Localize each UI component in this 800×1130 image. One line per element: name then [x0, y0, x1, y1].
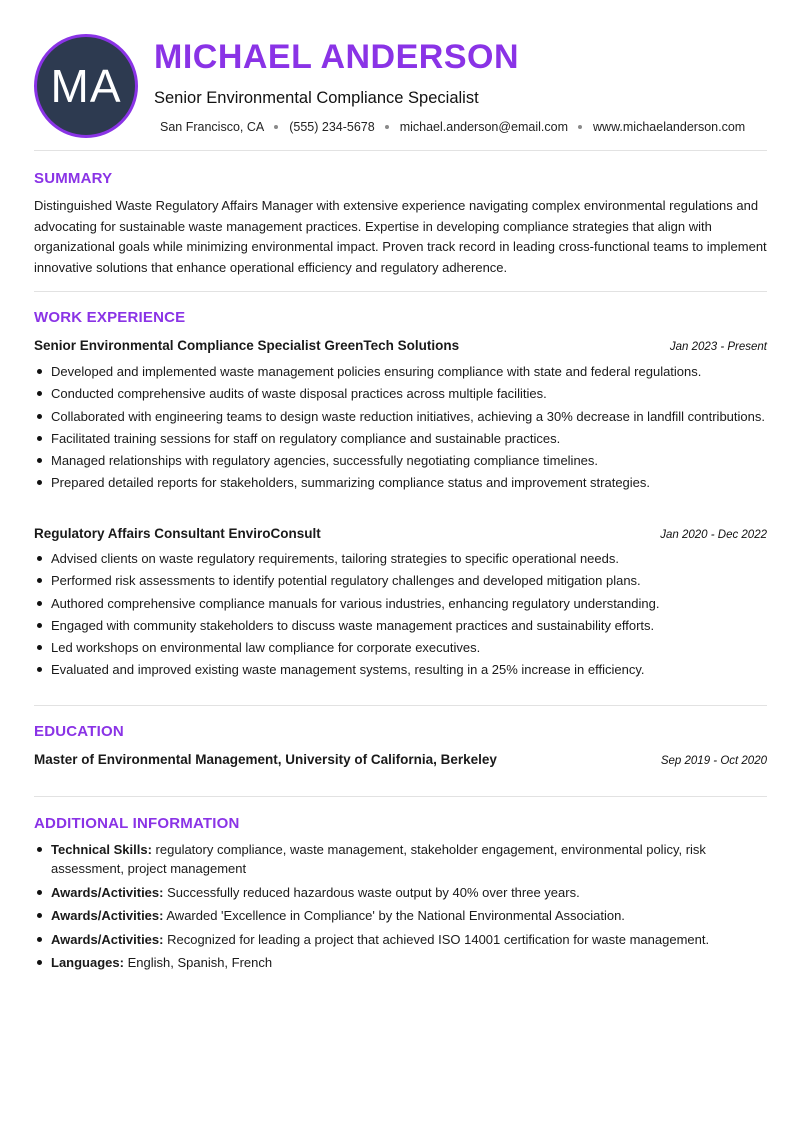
job-header [34, 526, 767, 541]
item-text: regulatory compliance, waste management, stakeholder engagement, environmental policy, risk assessment, project management [51, 842, 706, 876]
list-item: Developed and implemented waste management policies ensuring compliance with state and federal regulations. [34, 362, 767, 381]
item-label: Awards/Activities: [51, 908, 164, 924]
item-label: Languages: [51, 955, 124, 971]
summary-heading: SUMMARY [34, 170, 113, 187]
list-item: Performed risk assessments to identify potential regulatory challenges and developed mitigation plans. [34, 571, 767, 590]
list-item: Led workshops on environmental law compliance for corporate executives. [34, 638, 767, 657]
list-item: Evaluated and improved existing waste management systems, resulting in a 25% increase in efficiency. [34, 660, 767, 679]
contact-line [160, 120, 745, 134]
item-text: Successfully reduced hazardous waste output by 40% over three years. [167, 884, 580, 900]
list-item: Engaged with community stakeholders to discuss waste management practices and sustainability efforts. [34, 616, 767, 635]
item-text: English, Spanish, French [127, 955, 273, 971]
candidate-name: MICHAEL ANDERSON [154, 38, 520, 76]
avatar [34, 34, 138, 138]
job-title: Senior Environmental Compliance Specialist GreenTech Solutions [34, 338, 460, 353]
education-heading: EDUCATION [34, 723, 124, 740]
additional-list [34, 840, 767, 977]
job-dates: Jan 2020 - Dec 2022 [660, 529, 767, 541]
degree: Master of Environmental Management, University of California, Berkeley [34, 752, 497, 767]
job-dates: Jan 2023 - Present [669, 341, 767, 353]
job-header [34, 338, 767, 353]
education-dates: Sep 2019 - Oct 2020 [660, 755, 767, 767]
item-text: Awarded 'Excellence in Compliance' by the National Environmental Association. [166, 908, 625, 924]
list-item: Collaborated with engineering teams to design waste reduction initiatives, achieving a 30% decrease in landfill contributions. [34, 407, 767, 426]
list-item: Managed relationships with regulatory agencies, successfully negotiating compliance timelines. [34, 451, 767, 470]
divider [34, 150, 767, 151]
item-label: Awards/Activities: [51, 931, 164, 947]
education-entry [34, 752, 767, 767]
list-item: Facilitated training sessions for staff on regulatory compliance and sustainable practices. [34, 429, 767, 448]
contact-email[interactable]: michael.anderson@email.com [400, 120, 593, 134]
contact-phone[interactable]: (555) 234-5678 [289, 120, 399, 134]
avatar-initials: MA [50, 60, 122, 112]
job-bullets [34, 362, 767, 496]
contact-location: San Francisco, CA [160, 120, 289, 134]
divider [34, 796, 767, 797]
separator-dot [578, 125, 582, 129]
list-item: Conducted comprehensive audits of waste disposal practices across multiple facilities. [34, 384, 767, 403]
job-title: Regulatory Affairs Consultant EnviroConsult [34, 526, 321, 541]
list-item: Prepared detailed reports for stakeholders, summarizing compliance status and improvement strategies. [34, 473, 767, 492]
summary-text: Distinguished Waste Regulatory Affairs Manager with extensive experience navigating complex environmental regulations and advocating for sustainable waste management practices. Expertise in developing compliance strategies that align with organizational goals while minimizing environmental impact. Proven track record in leading cross-functional teams to implement innovative solutions that enhance operational efficiency and regulatory adherence. [34, 198, 767, 275]
experience-heading: WORK EXPERIENCE [34, 309, 186, 326]
candidate-headline: Senior Environmental Compliance Specialist [154, 89, 479, 107]
item-text: Recognized for leading a project that achieved ISO 14001 certification for waste management. [167, 931, 710, 947]
list-item: Advised clients on waste regulatory requirements, tailoring strategies to specific operational needs. [34, 549, 767, 568]
item-label: Awards/Activities: [51, 884, 164, 900]
list-item [34, 930, 767, 949]
list-item [34, 883, 767, 902]
list-item [34, 906, 767, 925]
separator-dot [385, 125, 389, 129]
additional-heading: ADDITIONAL INFORMATION [34, 815, 240, 832]
separator-dot [274, 125, 278, 129]
list-item: Authored comprehensive compliance manuals for various industries, enhancing regulatory understanding. [34, 594, 767, 613]
divider [34, 705, 767, 706]
contact-website[interactable]: www.michaelanderson.com [593, 120, 746, 134]
divider [34, 291, 767, 292]
list-item [34, 953, 767, 972]
list-item [34, 840, 767, 878]
job-bullets [34, 549, 767, 683]
item-label: Technical Skills: [51, 842, 152, 857]
